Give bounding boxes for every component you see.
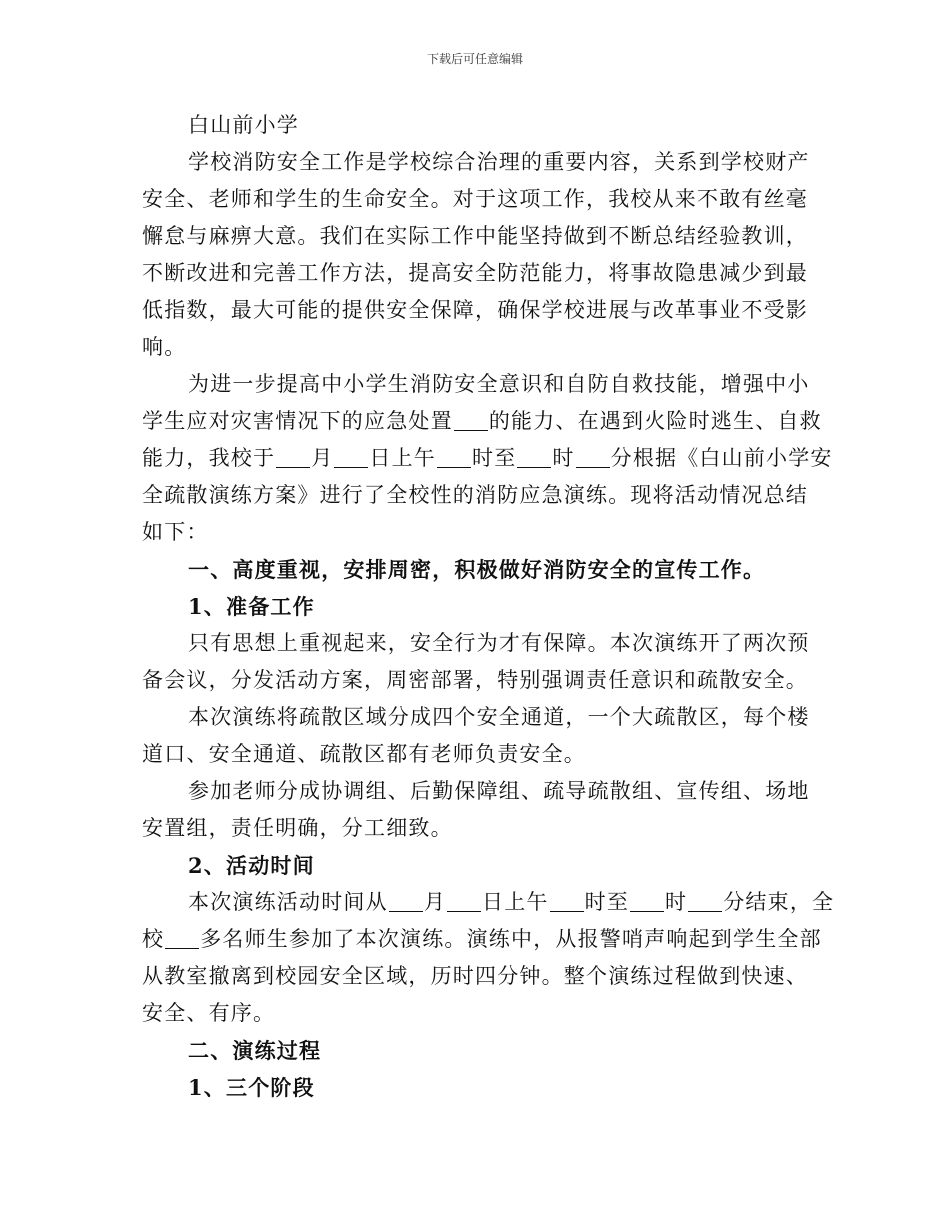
section-heading-1: 一、高度重视，安排周密，积极做好消防安全的宣传工作。 (188, 557, 766, 582)
text: 月 (311, 446, 334, 470)
paragraph-3-line-1: 只有思想上重视起来，安全行为才有保障。本次演练开了两次预 (188, 631, 810, 655)
paragraph-1-line-5: 低指数，最大可能的提供安全保障，确保学校进展与改革事业不受影 (142, 298, 808, 322)
paragraph-1-line-2: 安全、老师和学生的生命安全。对于这项工作，我校从来不敢有丝毫 (142, 187, 808, 211)
fill-blank (630, 889, 664, 912)
text: 时至 (472, 446, 517, 470)
paragraph-2-line-5: 如下： (142, 520, 209, 544)
paragraph-6-line-1 (142, 884, 835, 921)
text: 分根据《白山前小学安 (610, 446, 833, 470)
paragraph-6-line-3: 从教室撤离到校园安全区域，历时四分钟。整个演练过程做到快速、 (142, 964, 808, 988)
paragraph-6-line-4: 安全、有序。 (142, 1001, 276, 1025)
fill-blank (334, 445, 368, 468)
text: 能力，我校于 (142, 446, 276, 470)
paragraph-5-line-1: 参加老师分成协调组、后勤保障组、疏导疏散组、宣传组、场地 (188, 779, 810, 803)
paragraph-2-line-3 (142, 440, 833, 477)
fill-blank (688, 889, 722, 912)
text: 时至 (584, 890, 630, 914)
paragraph-2-line-4: 全疏散演练方案》进行了全校性的消防应急演练。现将活动情况总结 (142, 483, 808, 507)
text: 月 (423, 890, 447, 914)
text: 时 (665, 890, 688, 914)
fill-blank (447, 889, 481, 912)
text: 学生应对灾害情况下的应急处置 (142, 409, 453, 433)
text: 校 (142, 927, 165, 951)
paragraph-3-line-2: 备会议，分发活动方案，周密部署，特别强调责任意识和疏散安全。 (142, 668, 808, 692)
fill-blank (165, 926, 199, 949)
subheading-1-1: 1、准备工作 (188, 594, 315, 619)
paragraph-4-line-1: 本次演练将疏散区域分成四个安全通道，一个大疏散区，每个楼 (188, 705, 810, 729)
paragraph-6-line-2 (142, 921, 822, 958)
paragraph-1-line-3: 懈怠与麻痹大意。我们在实际工作中能坚持做到不断总结经验教训， (142, 224, 808, 248)
paragraph-5-line-2: 安置组，责任明确，分工细致。 (142, 816, 453, 840)
text: 时 (552, 446, 575, 470)
fill-blank (576, 445, 610, 468)
paragraph-1-line-4: 不断改进和完善工作方法，提高安全防范能力，将事故隐患减少到最 (142, 261, 808, 285)
school-name: 白山前小学 (188, 113, 299, 137)
paragraph-1-line-6: 响。 (142, 335, 187, 359)
document-body (142, 107, 835, 1106)
subheading-1-2: 2、活动时间 (188, 853, 315, 878)
fill-blank (276, 445, 310, 468)
paragraph-4-line-2: 道口、安全通道、疏散区都有老师负责安全。 (142, 742, 586, 766)
fill-blank (389, 889, 423, 912)
page-header: 下载后可任意编辑 (426, 52, 523, 66)
section-heading-2: 二、演练过程 (188, 1038, 322, 1063)
text: 的能力、在遇到火险时逃生、自救 (488, 409, 822, 433)
fill-blank (550, 889, 584, 912)
fill-blank (517, 445, 551, 468)
text: 本次演练活动时间从 (188, 890, 388, 914)
paragraph-1-line-1: 学校消防安全工作是学校综合治理的重要内容，关系到学校财产 (188, 150, 810, 174)
text: 日上午 (369, 446, 437, 470)
paragraph-2-line-2 (142, 403, 822, 440)
text: 多名师生参加了本次演练。演练中，从报警哨声响起到学生全部 (200, 927, 822, 951)
paragraph-2-line-1: 为进一步提高中小学生消防安全意识和自防自救技能，增强中小 (188, 372, 810, 396)
fill-blank (454, 408, 488, 431)
text: 分结束，全 (723, 890, 835, 914)
text: 日上午 (482, 890, 549, 914)
subheading-2-1: 1、三个阶段 (188, 1075, 315, 1100)
fill-blank (437, 445, 471, 468)
